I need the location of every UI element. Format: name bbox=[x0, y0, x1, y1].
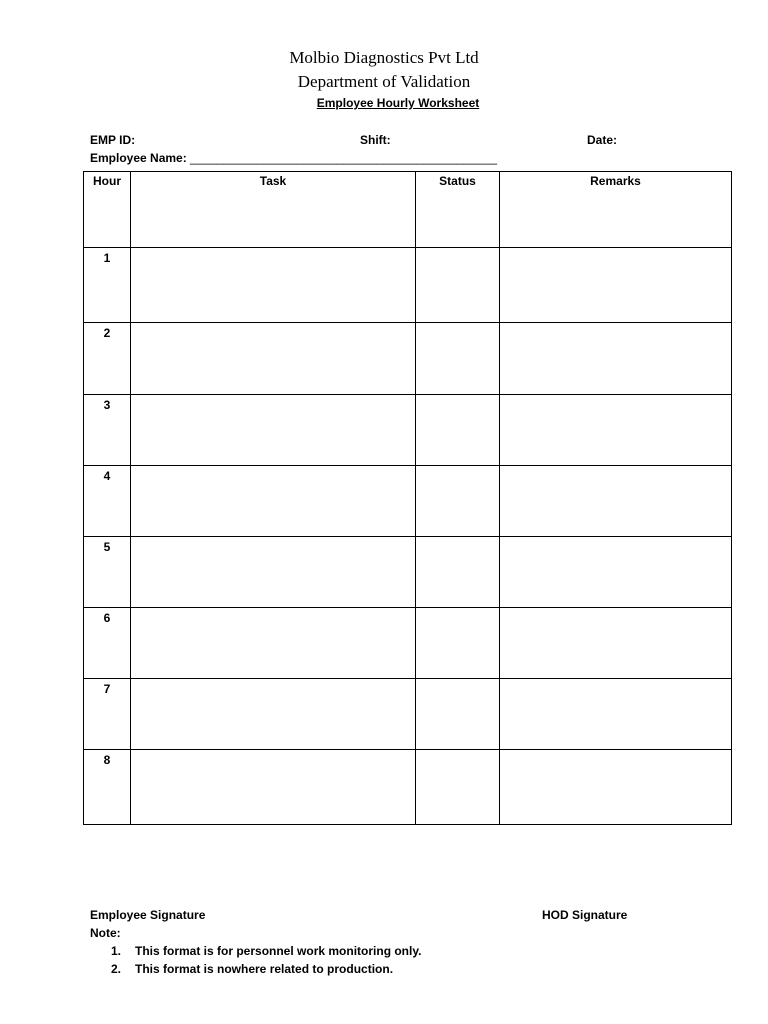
remarks-cell[interactable] bbox=[500, 323, 732, 395]
note-number: 2. bbox=[111, 962, 122, 976]
task-cell[interactable] bbox=[131, 750, 416, 825]
remarks-cell[interactable] bbox=[500, 466, 732, 537]
table-row bbox=[84, 466, 732, 537]
status-cell[interactable] bbox=[416, 248, 500, 323]
table-row bbox=[84, 750, 732, 825]
table-row bbox=[84, 248, 732, 323]
hod-signature-label: HOD Signature bbox=[542, 908, 628, 922]
shift-label: Shift: bbox=[360, 133, 391, 147]
hour-cell: 8 bbox=[84, 750, 131, 825]
task-cell[interactable] bbox=[131, 395, 416, 466]
task-cell[interactable] bbox=[131, 323, 416, 395]
emp-id-label: EMP ID: bbox=[90, 133, 136, 147]
note-text: This format is for personnel work monitoring only. bbox=[135, 944, 422, 958]
date-label: Date: bbox=[587, 133, 618, 147]
status-cell[interactable] bbox=[416, 679, 500, 750]
employee-name-blank-line: ______________________________________________ bbox=[190, 151, 498, 165]
remarks-cell[interactable] bbox=[500, 608, 732, 679]
status-cell[interactable] bbox=[416, 466, 500, 537]
table-row bbox=[84, 537, 732, 608]
task-cell[interactable] bbox=[131, 248, 416, 323]
status-cell[interactable] bbox=[416, 750, 500, 825]
hourly-worksheet-table bbox=[83, 171, 732, 825]
remarks-cell[interactable] bbox=[500, 750, 732, 825]
employee-name-label: Employee Name: bbox=[90, 151, 187, 165]
employee-signature-label: Employee Signature bbox=[90, 908, 206, 922]
table-row bbox=[84, 323, 732, 395]
company-name: Molbio Diagnostics Pvt Ltd bbox=[289, 48, 479, 67]
hour-cell: 5 bbox=[84, 537, 131, 608]
status-cell[interactable] bbox=[416, 395, 500, 466]
table-row bbox=[84, 608, 732, 679]
worksheet-title: Employee Hourly Worksheet bbox=[316, 96, 480, 110]
note-text: This format is nowhere related to production. bbox=[135, 962, 394, 976]
hour-cell: 1 bbox=[84, 248, 131, 323]
remarks-cell[interactable] bbox=[500, 679, 732, 750]
table-header-row bbox=[84, 172, 732, 248]
table-row bbox=[84, 395, 732, 466]
column-header-status: Status bbox=[416, 172, 500, 248]
task-cell[interactable] bbox=[131, 679, 416, 750]
hour-cell: 3 bbox=[84, 395, 131, 466]
status-cell[interactable] bbox=[416, 323, 500, 395]
note-label: Note: bbox=[90, 926, 121, 940]
hour-cell: 6 bbox=[84, 608, 131, 679]
note-item bbox=[111, 962, 421, 980]
remarks-cell[interactable] bbox=[500, 395, 732, 466]
remarks-cell[interactable] bbox=[500, 537, 732, 608]
note-item bbox=[111, 944, 421, 962]
hour-cell: 2 bbox=[84, 323, 131, 395]
column-header-hour: Hour bbox=[84, 172, 131, 248]
hour-cell: 7 bbox=[84, 679, 131, 750]
task-cell[interactable] bbox=[131, 608, 416, 679]
status-cell[interactable] bbox=[416, 537, 500, 608]
hour-cell: 4 bbox=[84, 466, 131, 537]
employee-name-field bbox=[90, 151, 497, 165]
status-cell[interactable] bbox=[416, 608, 500, 679]
task-cell[interactable] bbox=[131, 537, 416, 608]
remarks-cell[interactable] bbox=[500, 248, 732, 323]
table-body bbox=[84, 248, 732, 825]
note-number: 1. bbox=[111, 944, 122, 958]
notes-list bbox=[111, 944, 421, 980]
column-header-remarks: Remarks bbox=[500, 172, 732, 248]
table-row bbox=[84, 679, 732, 750]
task-cell[interactable] bbox=[131, 466, 416, 537]
column-header-task: Task bbox=[131, 172, 416, 248]
department-name: Department of Validation bbox=[297, 72, 471, 91]
